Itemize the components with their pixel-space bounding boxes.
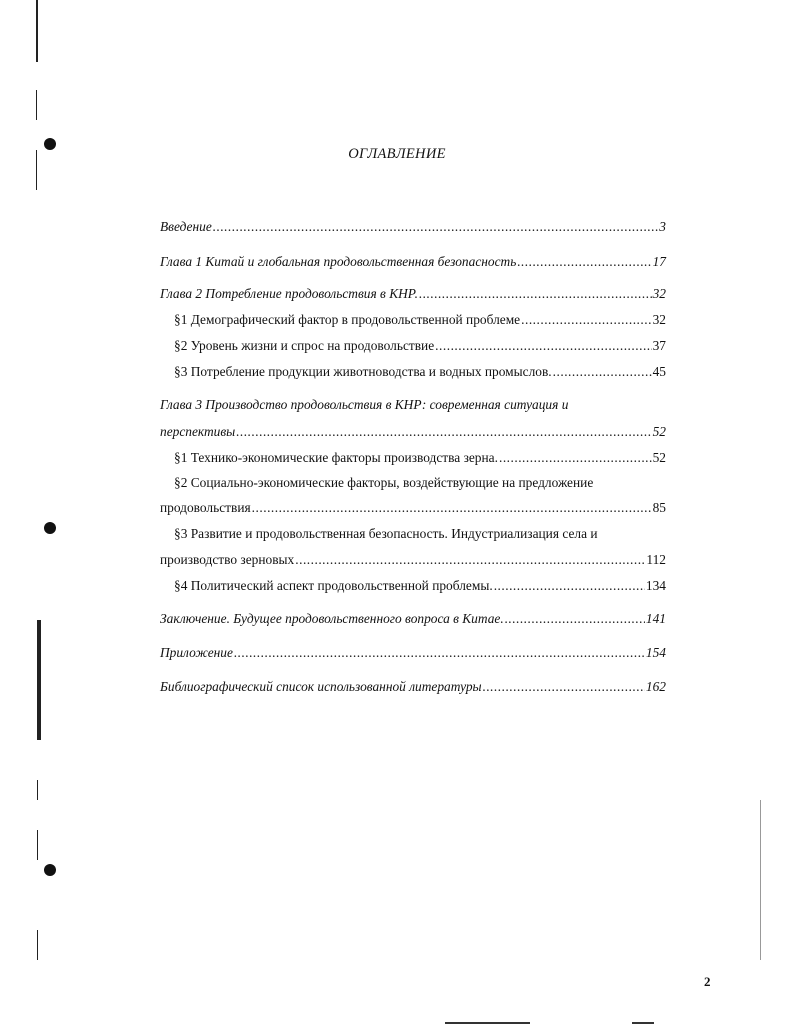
toc-entry-label: §1 Технико-экономические факторы производства зерна. [174, 450, 498, 465]
toc-entry-label: перспективы [160, 424, 236, 439]
toc-entry-page: 141 [645, 611, 666, 626]
toc-entry-page: 52 [652, 424, 666, 439]
toc-entry-label: Введение [160, 219, 212, 234]
toc-entry-introduction[interactable] [160, 219, 666, 239]
toc-entry-ch3-sec1[interactable] [174, 450, 666, 470]
toc-entry-ch3-sec4[interactable] [174, 578, 666, 598]
toc-entry-chapter-3[interactable] [160, 424, 666, 444]
toc-entry-conclusion[interactable] [160, 611, 666, 631]
toc-entry-page: 85 [652, 500, 666, 515]
toc-entry-page: 17 [652, 254, 666, 269]
leader-dots [494, 578, 645, 594]
punch-hole [44, 522, 56, 534]
scan-edge-line [36, 0, 38, 62]
toc-entry-ch3-sec3[interactable] [160, 552, 666, 572]
leader-dots [499, 450, 652, 466]
toc-entry-label: §2 Уровень жизни и спрос на продовольствие [174, 338, 435, 353]
toc-entry-label: продовольствия [160, 500, 251, 515]
toc-entry-page: 37 [652, 338, 666, 353]
toc-entry-chapter-2[interactable] [160, 286, 666, 306]
toc-entry-label: Библиографический список использованной литературы [160, 679, 482, 694]
toc-entry-label: Приложение [160, 645, 233, 660]
toc-entry-label: Глава 2 Потребление продовольствия в КНР. [160, 286, 418, 301]
page-number: 2 [704, 974, 711, 989]
toc-entry-bibliography[interactable] [160, 679, 666, 699]
scan-edge-line [37, 930, 38, 960]
toc-entry-page: 52 [652, 450, 666, 465]
leader-dots [419, 286, 652, 302]
scan-edge-line [36, 90, 37, 120]
toc-entry-ch2-sec1[interactable] [174, 312, 666, 332]
toc-entry-page: 32 [652, 286, 666, 301]
leader-dots [553, 364, 652, 380]
leader-dots [252, 500, 652, 516]
toc-title: ОГЛАВЛЕНИЕ [348, 146, 446, 162]
toc-entry-label: §3 Потребление продукции животноводства и водных промыслов. [174, 364, 552, 379]
scan-edge-line [37, 780, 38, 800]
leader-dots [234, 645, 645, 661]
scan-bottom-mark [445, 1022, 530, 1024]
toc-entry-page: 162 [645, 679, 666, 694]
leader-dots [213, 219, 659, 235]
toc-entry-label: производство зерновых [160, 552, 295, 567]
toc-entry-page: 154 [645, 645, 666, 660]
toc-entry-ch2-sec3[interactable] [174, 364, 666, 384]
leader-dots [435, 338, 651, 354]
toc-entry-page: 112 [646, 552, 666, 567]
toc-entry-label: Глава 1 Китай и глобальная продовольственная безопасность [160, 254, 517, 269]
toc-entry-page: 3 [659, 219, 666, 234]
scan-edge-line [37, 830, 38, 860]
punch-hole [44, 864, 56, 876]
toc-entry-label: §4 Политический аспект продовольственной проблемы. [174, 578, 493, 593]
toc-entry-ch3-sec2[interactable] [160, 500, 666, 520]
scan-edge-line [37, 620, 41, 740]
toc-entry-page: 32 [652, 312, 666, 327]
toc-entry-page: 45 [652, 364, 666, 379]
scan-edge-line [760, 800, 761, 960]
scan-bottom-mark [632, 1022, 654, 1024]
toc-entry-ch3-sec3-line1[interactable]: §3 Развитие и продовольственная безопасность. Индустриализация села и [174, 526, 598, 541]
toc-entry-page: 134 [645, 578, 666, 593]
leader-dots [236, 424, 651, 440]
toc-entry-label: §1 Демографический фактор в продовольственной проблеме [174, 312, 521, 327]
leader-dots [505, 611, 645, 627]
leader-dots [483, 679, 645, 695]
leader-dots [295, 552, 645, 568]
toc-entry-chapter-3-line1[interactable]: Глава 3 Производство продовольствия в КНР: современная ситуация и [160, 397, 569, 412]
leader-dots [521, 312, 651, 328]
toc-entry-ch3-sec2-line1[interactable]: §2 Социально-экономические факторы, воздействующие на предложение [174, 475, 594, 490]
leader-dots [517, 254, 651, 270]
toc-entry-appendix[interactable] [160, 645, 666, 665]
toc-entry-label: Заключение. Будущее продовольственного вопроса в Китае. [160, 611, 504, 626]
toc-entry-ch2-sec2[interactable] [174, 338, 666, 358]
toc-entry-chapter-1[interactable] [160, 254, 666, 274]
